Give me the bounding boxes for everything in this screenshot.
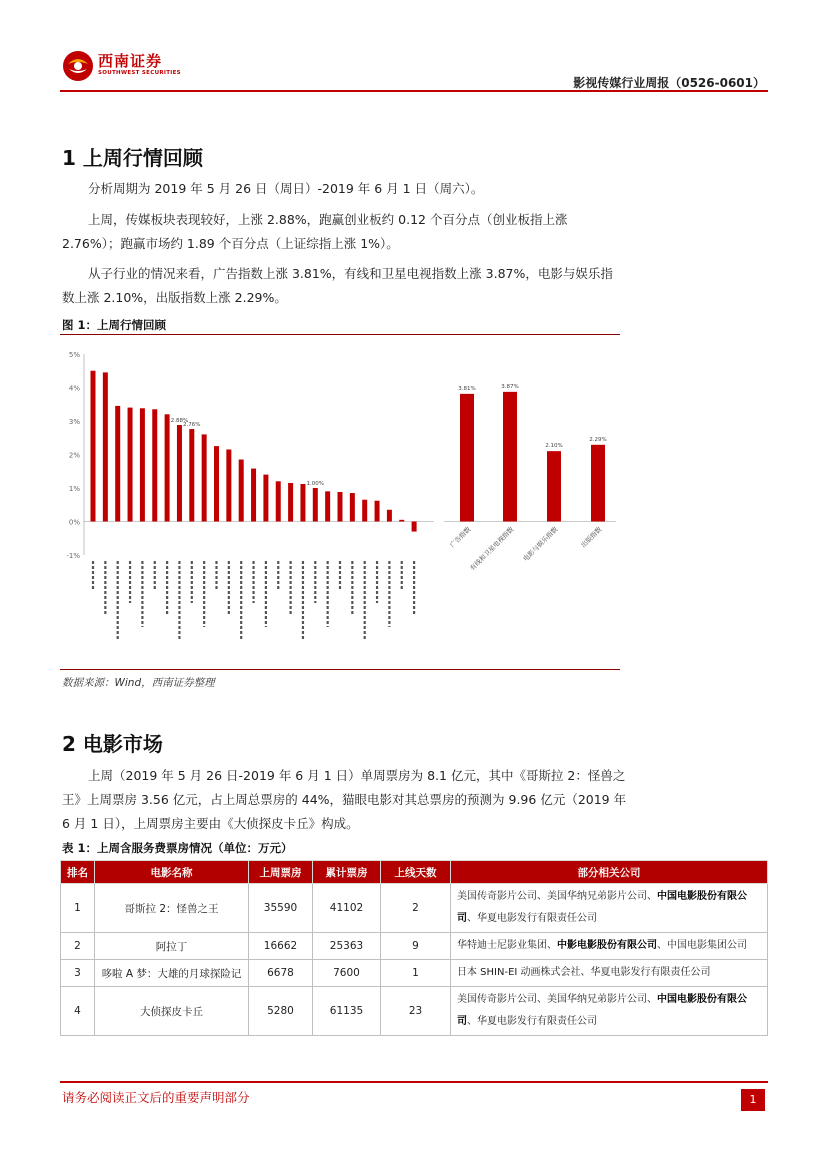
bar-left — [115, 406, 120, 522]
bar-right — [547, 451, 561, 521]
cell-days: 2 — [381, 884, 451, 933]
cell-companies — [451, 884, 768, 933]
table-title: 表 1：上周含服务费票房情况（单位：万元） — [62, 841, 293, 855]
data-label: 2.10% — [545, 443, 563, 450]
bar-left — [387, 510, 392, 522]
bar-left — [226, 449, 231, 521]
bar-left — [128, 408, 133, 522]
company-text: 美国传奇影片公司、美国华纳兄弟影片公司、 — [457, 994, 657, 1005]
bar-left — [202, 434, 207, 521]
company-text: 、华夏电影发行有限责任公司 — [467, 913, 597, 924]
bar-left — [91, 371, 96, 522]
logo-icon — [62, 50, 94, 82]
bar-left — [189, 429, 194, 521]
y-tick-label: 2% — [68, 451, 80, 460]
logo-text-cn: 西南证券 — [98, 52, 163, 70]
cell-companies — [451, 960, 768, 987]
table-row — [61, 884, 768, 933]
report-title: 影视传媒行业周报（0526-0601） — [573, 76, 765, 90]
box-office-table — [60, 860, 768, 1036]
cell-companies — [451, 933, 768, 960]
cell-total-box: 25363 — [313, 933, 381, 960]
bar-left — [140, 408, 145, 521]
y-tick-label: 4% — [68, 384, 80, 393]
header-week-box: 上周票房 — [249, 861, 313, 884]
header-rank: 排名 — [61, 861, 95, 884]
footer-divider — [60, 1081, 768, 1083]
section1-paragraph-3: 从子行业的情况来看，广告指数上涨 3.81%，有线和卫星电视指数上涨 3.87%，电影与娱乐指数上涨 2.10%，出版指数上涨 2.29%。 — [62, 266, 613, 305]
figure-title: 图 1：上周行情回顾 — [62, 318, 167, 332]
company-text: 华特迪士尼影业集团、 — [457, 940, 557, 951]
category-label: 出版指数 — [579, 525, 604, 550]
y-tick-label: 3% — [68, 418, 80, 426]
section1-paragraph-2: 上周，传媒板块表现较好，上涨 2.88%，跑赢创业板约 0.12 个百分点（创业板指上涨 2.76%）；跑赢市场约 1.89 个百分点（上证综指上涨 1%）。 — [62, 212, 568, 251]
cell-days: 9 — [381, 933, 451, 960]
header-companies: 部分相关公司 — [451, 861, 768, 884]
cell-week-box: 5280 — [249, 987, 313, 1036]
bar-left — [165, 414, 170, 521]
cell-total-box: 41102 — [313, 884, 381, 933]
bar-left — [313, 488, 318, 522]
cell-week-box: 35590 — [249, 884, 313, 933]
company-highlight: 中国电影股份有限公司 — [457, 994, 747, 1027]
cell-total-box: 61135 — [313, 987, 381, 1036]
figure-top-rule — [60, 334, 620, 335]
cell-companies — [451, 987, 768, 1036]
cell-rank: 4 — [61, 987, 95, 1036]
company-text: 美国传奇影片公司、美国华纳兄弟影片公司、 — [457, 891, 657, 902]
data-label: 2.29% — [589, 436, 607, 443]
footer-disclaimer: 请务必阅读正文后的重要声明部分 — [62, 1090, 250, 1105]
table-row — [61, 987, 768, 1036]
page-number: 1 — [741, 1089, 765, 1111]
table-row — [61, 960, 768, 987]
bar-left — [214, 446, 219, 521]
market-review-chart — [60, 340, 620, 668]
bar-left — [412, 522, 417, 532]
category-label: 有线和卫星电视指数 — [468, 525, 516, 573]
data-label: 3.81% — [458, 385, 476, 392]
data-label: 2.88% — [170, 418, 189, 425]
bar-left — [399, 520, 404, 522]
section2-heading: 2 电影市场 — [62, 732, 163, 756]
bar-left — [276, 481, 281, 521]
bar-left — [362, 500, 367, 522]
cell-total-box: 7600 — [313, 960, 381, 987]
header-divider — [60, 90, 768, 92]
table-row — [61, 933, 768, 960]
chart-bars — [91, 371, 606, 532]
figure-bottom-rule — [60, 669, 620, 670]
bar-left — [325, 491, 330, 521]
y-tick-label: 0% — [68, 518, 80, 527]
cell-rank: 1 — [61, 884, 95, 933]
cell-days: 23 — [381, 987, 451, 1036]
cell-movie-name: 哆啦 A 梦：大雄的月球探险记 — [95, 960, 249, 987]
y-tick-label: 5% — [68, 351, 80, 359]
logo-text-en: SOUTHWEST SECURITIES — [98, 70, 181, 76]
company-text: 、华夏电影发行有限责任公司 — [467, 1016, 597, 1027]
category-label: 广告指数 — [448, 525, 473, 550]
cell-week-box: 6678 — [249, 960, 313, 987]
bar-left — [251, 469, 256, 522]
bar-left — [263, 475, 268, 522]
section2-paragraph-1: 上周（2019 年 5 月 26 日-2019 年 6 月 1 日）单周票房为 8.1 亿元，其中《哥斯拉 2：怪兽之王》上周票房 3.56 亿元，占上周总票房的 44%，猫眼电影对其总票房的预测为 9.96 亿元（2019 年 6 月 1 日），上周票房主要由《大侦探皮卡丘》构成。 — [62, 768, 627, 831]
section1-heading: 1 上周行情回顾 — [62, 146, 203, 170]
cell-week-box: 16662 — [249, 933, 313, 960]
data-label: 2.76% — [183, 422, 201, 429]
data-label: 1.00% — [306, 481, 325, 487]
cell-movie-name: 大侦探皮卡丘 — [95, 987, 249, 1036]
header-movie-name: 电影名称 — [95, 861, 249, 884]
bar-left — [300, 484, 305, 522]
y-tick-label: 1% — [68, 485, 80, 493]
bar-left — [350, 493, 355, 521]
bar-right — [460, 394, 474, 522]
bar-left — [375, 501, 380, 522]
bar-right — [591, 445, 605, 522]
company-highlight: 中国电影股份有限公司 — [457, 891, 747, 924]
header-total-box: 累计票房 — [313, 861, 381, 884]
company-text: 、中国电影集团公司 — [657, 940, 747, 951]
company-text: 日本 SHIN-EI 动画株式会社、华夏电影发行有限责任公司 — [457, 967, 711, 978]
header-days: 上线天数 — [381, 861, 451, 884]
figure-source: 数据来源：Wind，西南证券整理 — [62, 677, 215, 689]
table-header-row — [61, 861, 768, 884]
cell-days: 1 — [381, 960, 451, 987]
section1-paragraph-1: 分析周期为 2019 年 5 月 26 日（周日）-2019 年 6 月 1 日（周六）。 — [88, 181, 484, 196]
cell-rank: 3 — [61, 960, 95, 987]
chart-labels — [171, 384, 607, 572]
y-tick-label: -1% — [66, 552, 80, 560]
cell-movie-name: 阿拉丁 — [95, 933, 249, 960]
bar-left — [177, 425, 182, 521]
bar-right — [503, 392, 517, 522]
bar-left — [152, 409, 157, 521]
bar-left — [103, 372, 108, 521]
bar-left — [239, 460, 244, 522]
cell-movie-name: 哥斯拉 2：怪兽之王 — [95, 884, 249, 933]
bar-left — [338, 492, 343, 521]
category-label: 电影与娱乐指数 — [521, 525, 560, 564]
data-label: 3.87% — [501, 383, 519, 390]
bar-left — [288, 483, 293, 522]
company-highlight: 中影电影股份有限公司 — [557, 940, 657, 951]
cell-rank: 2 — [61, 933, 95, 960]
